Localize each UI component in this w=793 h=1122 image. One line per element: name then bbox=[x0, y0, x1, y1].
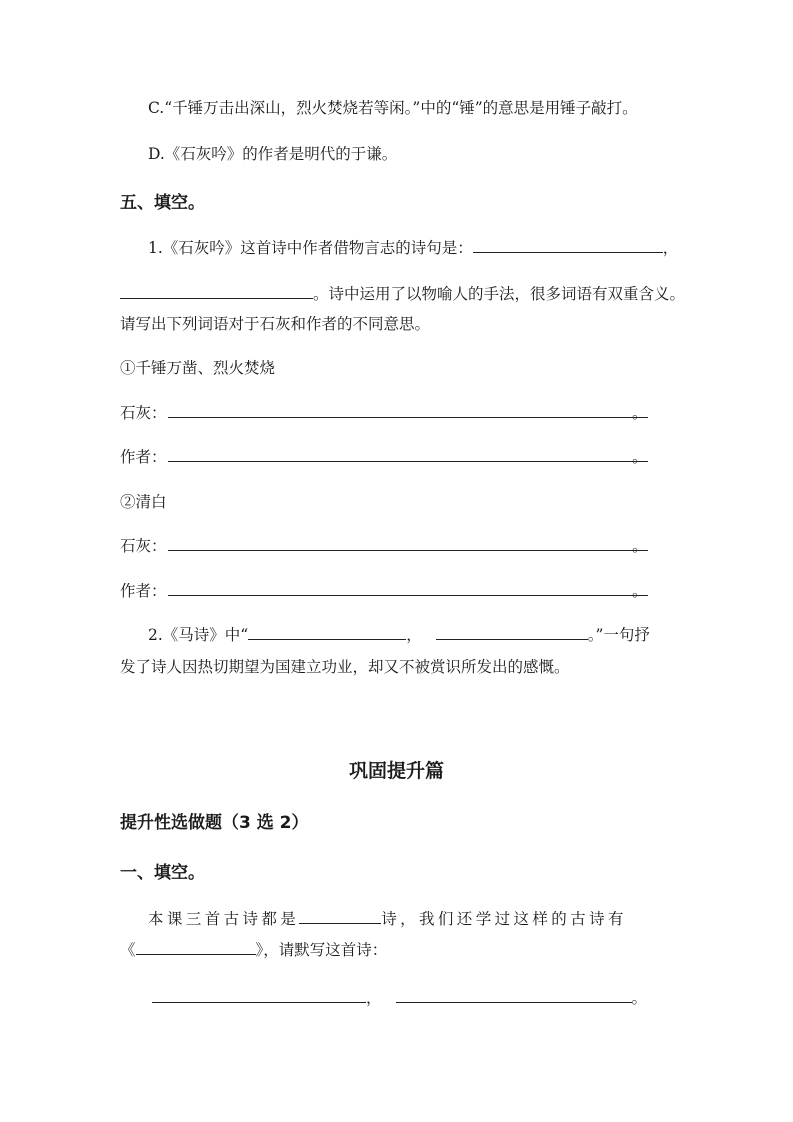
question-2-suffix: 。”一句抒 bbox=[587, 626, 650, 644]
stone-label: 石灰： bbox=[120, 404, 167, 422]
answer-blank[interactable] bbox=[168, 401, 648, 418]
answer-blank[interactable] bbox=[120, 284, 313, 299]
paragraph-1-prefix: 本课三首古诗都是 bbox=[148, 910, 300, 928]
question-1-line-2 bbox=[120, 282, 685, 304]
answer-blank[interactable] bbox=[248, 625, 406, 640]
question-1-comma: ， bbox=[662, 239, 679, 257]
poem-period: 。 bbox=[631, 989, 648, 1007]
question-2-comma: ， bbox=[406, 626, 422, 644]
answer-blank[interactable] bbox=[136, 940, 256, 955]
item-2-stone-row bbox=[120, 534, 650, 556]
author-label: 作者： bbox=[120, 582, 167, 600]
poem-comma: ， bbox=[366, 989, 382, 1007]
fill-in-heading: 一、填空。 bbox=[120, 863, 205, 883]
question-2-prefix: 2.《马诗》中“ bbox=[148, 626, 249, 644]
answer-blank[interactable] bbox=[168, 534, 648, 551]
item-2-label: ②清白 bbox=[120, 493, 167, 511]
section-subtitle: 提升性选做题（3 选 2） bbox=[120, 813, 309, 833]
section-five-heading: 五、填空。 bbox=[120, 193, 205, 213]
item-1-stone-row bbox=[120, 401, 650, 423]
paragraph-1-mid: 诗，我们还学过这样的古诗有 bbox=[381, 910, 627, 928]
item-1-author-row bbox=[120, 445, 650, 467]
question-2-line-1 bbox=[148, 623, 650, 645]
question-1-line-1 bbox=[148, 236, 678, 258]
item-1-label: ①千锤万凿、烈火焚烧 bbox=[120, 359, 276, 377]
option-d: D.《石灰吟》的作者是明代的于谦。 bbox=[148, 145, 398, 163]
paragraph-1-suffix: 》，请默写这首诗： bbox=[255, 941, 388, 959]
poem-answer-line bbox=[152, 986, 647, 1008]
question-1-prefix: 1.《石灰吟》这首诗中作者借物言志的诗句是： bbox=[148, 239, 473, 257]
item-2-author-row bbox=[120, 579, 650, 601]
answer-blank[interactable] bbox=[473, 238, 663, 253]
answer-blank[interactable] bbox=[168, 579, 648, 596]
question-1-suffix: 。诗中运用了以物喻人的手法，很多词语有双重含义。 bbox=[313, 285, 686, 303]
author-label: 作者： bbox=[120, 448, 167, 466]
answer-blank[interactable] bbox=[168, 445, 648, 462]
answer-blank[interactable] bbox=[299, 909, 381, 924]
answer-blank[interactable] bbox=[396, 988, 632, 1003]
answer-blank[interactable] bbox=[436, 625, 588, 640]
open-quote-mark: 《 bbox=[120, 941, 136, 959]
question-2-line-2: 发了诗人因热切期望为国建立功业，却又不被赏识所发出的感慨。 bbox=[120, 658, 570, 676]
stone-label: 石灰： bbox=[120, 537, 167, 555]
paragraph-1-line-2 bbox=[120, 938, 387, 960]
question-1-line-3: 请写出下列词语对于石灰和作者的不同意思。 bbox=[120, 315, 431, 333]
answer-blank[interactable] bbox=[152, 988, 366, 1003]
section-title: 巩固提升篇 bbox=[348, 760, 444, 782]
period: 。 bbox=[632, 404, 648, 422]
option-c: C.“千锤万击出深山，烈火焚烧若等闲。”中的“锤”的意思是用锤子敲打。 bbox=[148, 99, 638, 117]
period: 。 bbox=[632, 448, 648, 466]
period: 。 bbox=[632, 537, 648, 555]
paragraph-1-line-1 bbox=[148, 907, 627, 929]
period: 。 bbox=[632, 582, 648, 600]
